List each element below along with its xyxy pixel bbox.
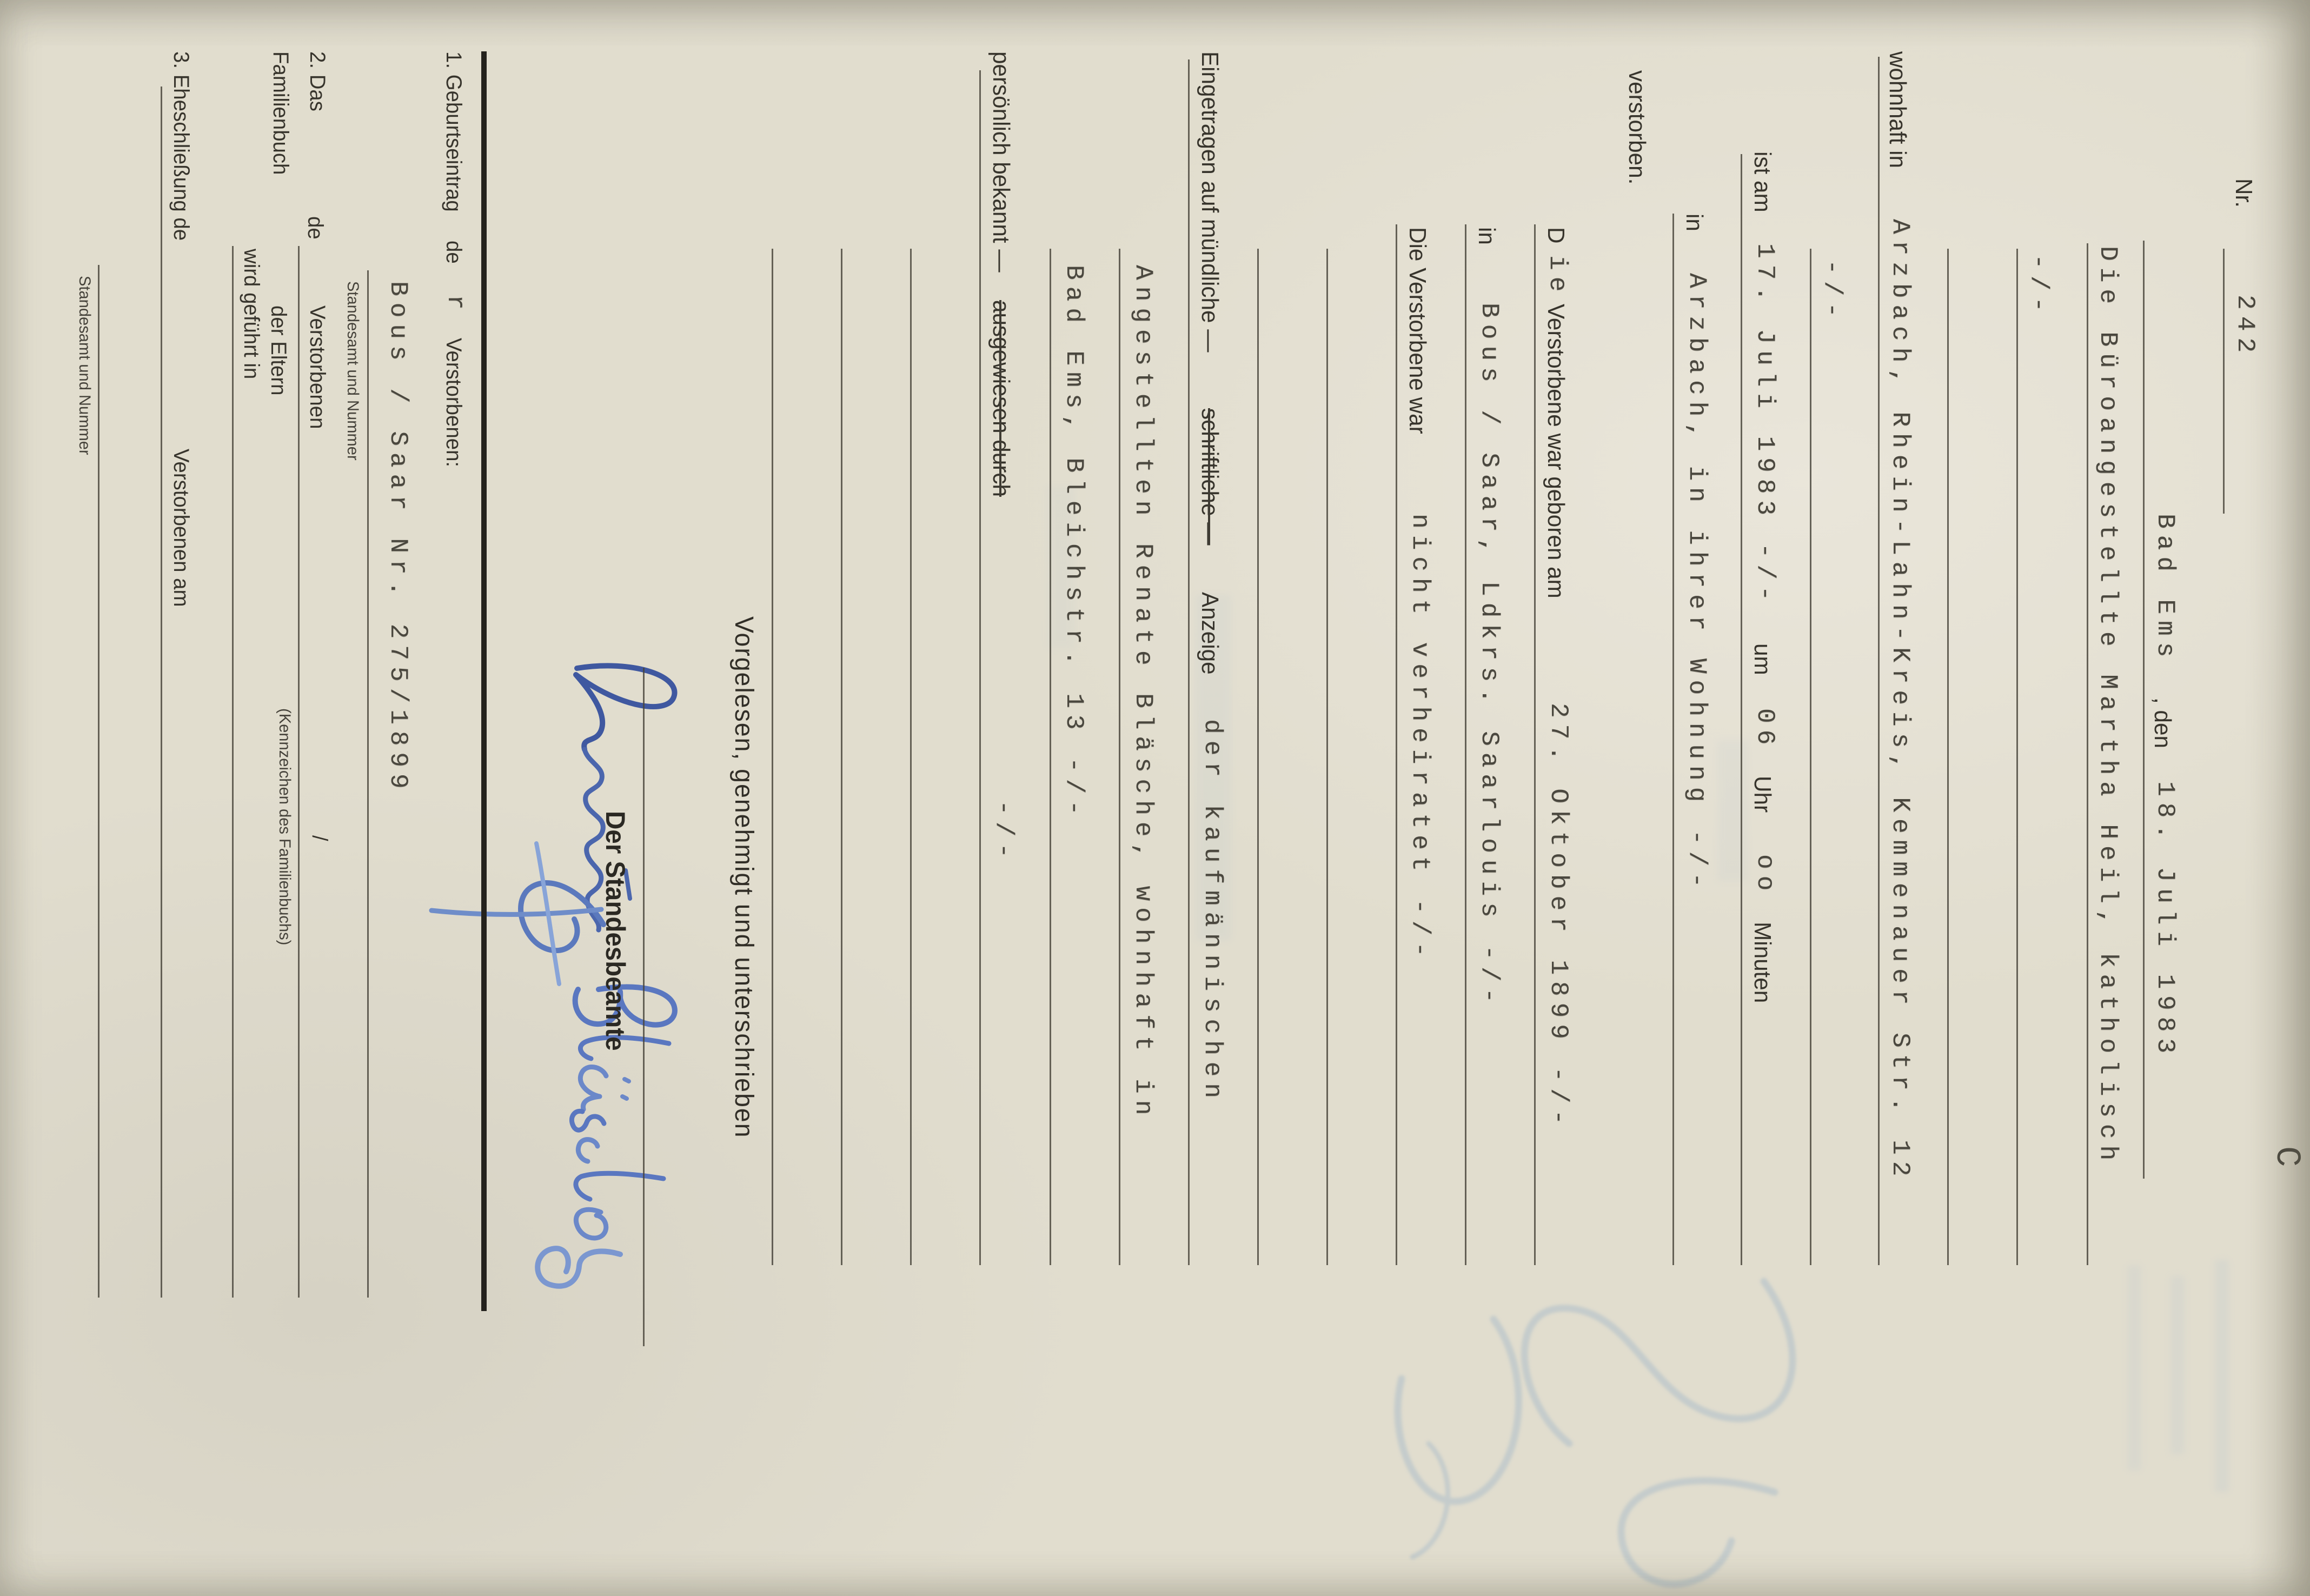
death-minutes: oo [1751,854,1779,897]
issue-date: 18. Juli 1983 [2151,781,2179,1060]
died-in-label: in [1681,214,1708,231]
signature-registrar [423,811,618,995]
footer2-caption: (Kennzeichen des Familienbuchs) [276,708,294,946]
form-rule [1465,224,1466,1265]
read-approved-label: Vorgelesen, genehmigt und unterschrieben [729,616,758,1139]
birth-place: Bous / Saar, Ldkrs. Saarlouis -/- [1475,303,1503,1009]
form-rule [772,249,773,1265]
form-rule [1672,214,1674,1265]
form-letter-stamp: C [2267,1146,2306,1167]
form-rule [1741,154,1742,1265]
informant-address: Bad Ems, Bleichstr. 13 -/- [1060,265,1088,822]
minuten-label: Minuten [1749,922,1776,1003]
entered-struck-option: schriftliche — [1197,408,1223,546]
form-rule [1947,249,1949,1265]
bleedthrough-text-smudge [2127,1265,2141,1471]
marital-status: nicht verheiratet -/- [1406,514,1434,963]
informant-lead: der kaufmännischen [1198,719,1226,1105]
death-date: 17. Juli 1983 -/- [1751,243,1779,608]
footer3-caption: Standesamt und Nummer [76,276,94,455]
bleedthrough-handwriting [1364,1238,1840,1595]
footer2-option2: der Eltern [267,305,290,396]
um-label: um [1749,643,1776,675]
footer1-rest: Verstorbenen: [442,338,466,468]
form-rule [367,270,369,1298]
form-rule [1396,224,1397,1265]
form-rule [2016,249,2018,1265]
form-rule [232,246,234,1298]
form-rule [1119,249,1120,1265]
died-on-label: ist am [1749,151,1776,212]
signature-rule [643,668,645,1346]
form-rule [1257,249,1259,1265]
registrar-label: Der Standesbeamte [600,811,630,1051]
entered-label: Eingetragen auf mündliche — [1197,51,1223,353]
section-divider-rule [481,51,487,1311]
residence-label: wohnhaft in [1884,51,1911,169]
form-rule [1810,249,1811,1265]
footer3-rest: Verstorbenen am [169,449,193,607]
known-value: -/- [990,800,1018,864]
deceased-name-line: Die Büroangestellte Martha Heil, katholisch [2094,246,2122,1167]
footer2-de: de [303,216,327,240]
form-rule [2143,241,2145,1179]
den-label: , den [2149,697,2176,748]
uhr-label: Uhr [1749,776,1776,813]
form-rule [2087,243,2088,1265]
bleedthrough-text-smudge [1717,741,1748,881]
footer1-label: 1. Geburtseintrag [442,51,466,212]
footer2-label1: 2. Das [306,51,329,111]
form-rule [1534,224,1536,1265]
bleedthrough-text-smudge [2170,1276,2185,1454]
footer1-caption: Standesamt und Nummer [344,281,362,461]
footer2-option1: Verstorbenen [306,305,329,429]
footer1-de: de [442,241,466,264]
form-rule [161,87,162,1298]
anzeige-label: Anzeige [1197,592,1223,675]
born-fill: ie [1543,255,1571,298]
form-rule [2223,249,2225,514]
verstorben-label: verstorben. [1624,70,1650,185]
form-rule [910,249,912,1265]
issue-place: Bad Ems [2151,514,2179,664]
footer1-fill: r [441,295,469,316]
residence-value: Arzbach, Rhein-Lahn-Kreis, Kemmenauer Str. 12 [1886,219,1914,1183]
footer2-lead: wird geführt in [240,249,263,380]
informant-name-line: Angestellten Renate Bläsche, wohnhaft in [1129,265,1157,1122]
birth-in-label: in [1473,227,1500,245]
born-label: Verstorbene war geboren am [1543,304,1569,598]
form-rule [298,246,300,1298]
death-place: Arzbach, in ihrer Wohnung -/- [1683,273,1711,894]
bleedthrough-text-smudge [2215,1260,2229,1492]
nr-value: 242 [2231,295,2259,359]
footer2-slash: / [308,835,331,841]
form-rule [1326,249,1328,1265]
death-hour: 06 [1751,708,1779,752]
marital-label: Die Verstorbene war [1404,227,1431,434]
born-label-d: D [1543,227,1569,244]
footer3-label: 3. Eheschließung de [169,51,193,241]
birth-date: 27. Oktober 1899 -/- [1544,703,1572,1132]
form-rule [841,249,842,1265]
residence-continuation: -/- [1818,260,1846,324]
footer1-value: Bous / Saar Nr. 275/1899 [384,281,412,795]
form-rule [1050,249,1051,1265]
form-rule [1188,59,1190,1265]
form-rule [1878,57,1880,1265]
known-label: persönlich bekannt — [988,51,1014,272]
known-struck-option: ausgewiesen durch [988,300,1014,497]
name-continuation: -/- [2024,254,2053,318]
form-rule [98,265,99,1298]
form-rule [979,70,981,1265]
footer2-label2: Familienbuch [269,51,293,175]
nr-label: Nr. [2231,178,2257,208]
